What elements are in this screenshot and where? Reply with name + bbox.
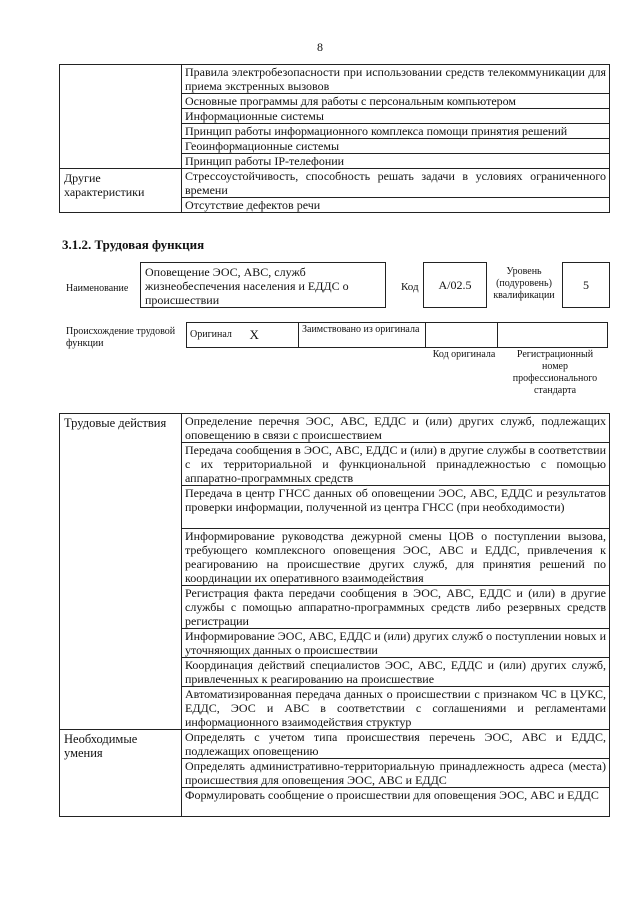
- code-label: Код: [401, 281, 419, 293]
- page-number: 8: [317, 40, 323, 54]
- knowledge-item: Информационные системы: [182, 109, 610, 124]
- knowledge-item: Геоинформационные системы: [182, 139, 610, 154]
- other-item: Стрессоустойчивость, способность решать задачи в условиях ограниченного времени: [182, 169, 610, 198]
- action-item: Автоматизированная передача данных о происшествии с признаком ЧС в ЦУКС, ЕДДС, ЭОС и АВС в соответствии с соглашениями и регламентами информационного взаимодействия структур: [182, 687, 610, 730]
- section-title: 3.1.2. Трудовая функция: [62, 237, 205, 252]
- knowledge-item: Правила электробезопасности при использовании средств телекоммуникации для приема экстренных вызовов: [182, 65, 610, 94]
- other-characteristics-label: Другие характеристики: [60, 169, 182, 213]
- name-box: [140, 262, 386, 308]
- level-label: Уровень (подуровень) квалификации: [493, 266, 555, 301]
- origin-table: [186, 322, 608, 348]
- action-item: Информирование руководства дежурной смены ЦОВ о поступлении вызова, требующего комплексного оповещения ЭОС, АВС и ЕДДС, привлечения к реагированию на происшествие других служб, для принятия решений по координации их оперативного взаимодействия: [182, 529, 610, 586]
- reg-number-cell: [498, 323, 608, 348]
- original-label: Оригинал: [187, 323, 247, 348]
- origin-label: Происхождение трудовой функции: [66, 326, 176, 349]
- original-mark: X: [247, 323, 299, 348]
- empty-label-cell: [60, 65, 182, 169]
- function-name: Оповещение ЭОС, АВС, служб жизнеобеспечения населения и ЕДДС о происшествии: [145, 265, 349, 307]
- level-box: [562, 262, 610, 308]
- name-label: Наименование: [66, 283, 129, 294]
- code-box: [423, 262, 487, 308]
- skills-label: Необходимые умения: [60, 730, 182, 817]
- function-table: [59, 413, 610, 817]
- reg-number-label: Регистрационный номер профессионального стандарта: [512, 349, 598, 396]
- action-item: Передача сообщения в ЭОС, АВС, ЕДДС и (или) в другие службы в соответствии с их территориальной и функциональной принадлежностью с помощью аппаратно-программных средств: [182, 443, 610, 486]
- skill-item: Формулировать сообщение о происшествии для оповещения ЭОС, АВС и ЕДДС: [182, 788, 610, 817]
- action-item: Информирование ЭОС, АВС, ЕДДС и (или) других служб о поступлении новых и уточняющих данных о происшествии: [182, 629, 610, 658]
- knowledge-table: [59, 64, 610, 213]
- origin-code-label: Код оригинала: [432, 349, 496, 360]
- knowledge-item: Принцип работы IP-телефонии: [182, 154, 610, 169]
- action-item: Регистрация факта передачи сообщения в ЭОС, АВС, ЕДДС и (или) в другие службы с помощью аппаратно-программных средств либо резервных средств регистрации: [182, 586, 610, 629]
- knowledge-item: Основные программы для работы с персональным компьютером: [182, 94, 610, 109]
- origin-code-cell: [426, 323, 498, 348]
- skill-item: Определять с учетом типа происшествия перечень ЭОС, АВС и ЕДДС, подлежащих оповещению: [182, 730, 610, 759]
- borrowed-label: Заимствовано из оригинала: [299, 323, 426, 348]
- other-item: Отсутствие дефектов речи: [182, 198, 610, 213]
- action-item: Передача в центр ГНСС данных об оповещении ЭОС, АВС, ЕДДС и результатов проверки информации, полученной из центра ГНСС (при необходимости): [182, 486, 610, 529]
- knowledge-item: Принцип работы информационного комплекса помощи принятия решений: [182, 124, 610, 139]
- code-value: A/02.5: [438, 278, 472, 292]
- action-item: Координация действий специалистов ЭОС, АВС, ЕДДС и (или) других служб, привлеченных к реагированию на происшествие: [182, 658, 610, 687]
- actions-label: Трудовые действия: [60, 414, 182, 730]
- skill-item: Определять административно-территориальную принадлежность адреса (места) происшествия для оповещения ЭОС, АВС и ЕДДС: [182, 759, 610, 788]
- level-value: 5: [583, 278, 589, 292]
- action-item: Определение перечня ЭОС, АВС, ЕДДС и (или) других служб, подлежащих оповещению в связи с происшествием: [182, 414, 610, 443]
